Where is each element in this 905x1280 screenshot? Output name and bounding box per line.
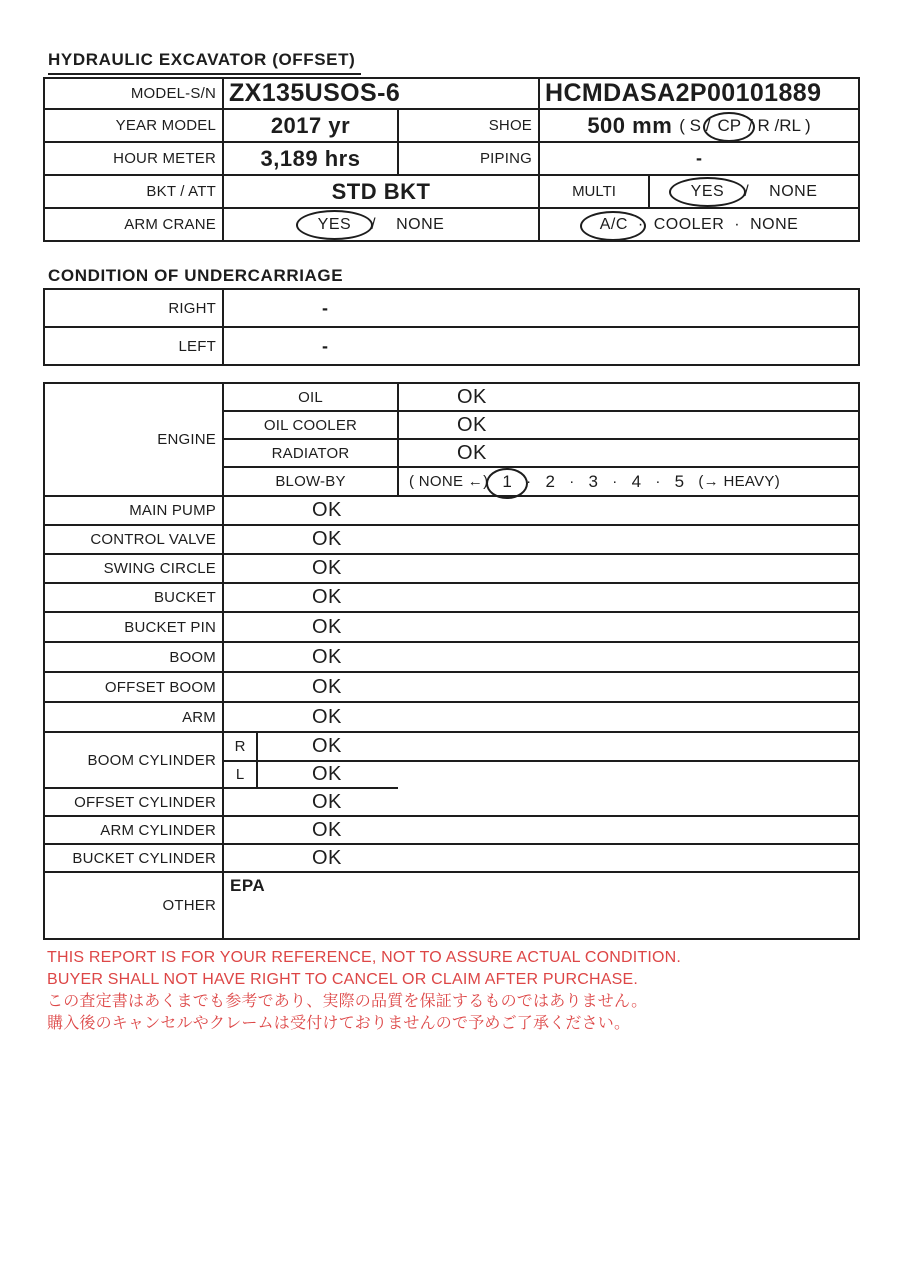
table-row [44,788,859,816]
cooler-option: COOLER [653,215,725,233]
table-row [44,327,859,365]
multi-label: MULTI [539,175,649,208]
table-row [44,702,859,732]
dot-separator: · [526,473,532,490]
control-valve-value: OK [223,525,859,554]
swing-circle-value: OK [223,554,859,583]
boom-cylinder-r-value: OK [257,732,859,761]
circled-blow-by-level-1: 1 [502,471,513,491]
table-row [44,109,859,142]
slash-separator: / [371,215,377,233]
bkt-att-label: BKT / ATT [44,175,223,208]
boom-label: BOOM [44,642,223,672]
condition-table [43,382,860,940]
bucket-cylinder-label: BUCKET CYLINDER [44,844,223,872]
arm-crane-value-cell [223,208,539,241]
serial-number-value: HCMDASA2P00101889 [539,78,859,109]
dot-separator: · [569,473,575,490]
dot-separator: · [734,215,741,233]
shoe-size-value: 500 mm [587,112,673,138]
oil-cooler-label: OIL COOLER [223,411,398,439]
table-row [44,525,859,554]
dot-separator: · [655,473,661,490]
piping-value: - [539,142,859,175]
slash-separator: / [744,182,750,200]
arm-label: ARM [44,702,223,732]
circled-shoe-option-cp: CP [717,115,742,135]
undercarriage-section-title: CONDITION OF UNDERCARRIAGE [48,266,349,291]
circled-multi-yes-option: YES [690,182,725,200]
bucket-cylinder-value: OK [223,844,859,872]
table-row [44,844,859,872]
disclaimer-block [47,947,681,1035]
boom-value: OK [223,642,859,672]
offset-cylinder-label: OFFSET CYLINDER [44,788,223,816]
main-pump-value: OK [223,496,859,525]
main-pump-label: MAIN PUMP [44,496,223,525]
blow-by-scale-cell [398,467,859,496]
table-row [44,642,859,672]
dot-separator: · [637,215,644,233]
engine-label: ENGINE [44,383,223,496]
table-row [44,78,859,109]
multi-value-cell [649,175,859,208]
arm-cylinder-value: OK [223,816,859,844]
table-row [44,583,859,612]
oil-value: OK [398,383,859,411]
left-value: - [223,327,859,365]
bucket-value: OK [223,583,859,612]
shoe-value-cell [539,109,859,142]
model-value: ZX135USOS-6 [223,78,539,109]
year-model-label: YEAR MODEL [44,109,223,142]
right-label: RIGHT [44,289,223,327]
disclaimer-line: THIS REPORT IS FOR YOUR REFERENCE, NOT TO ASSURE ACTUAL CONDITION. [47,949,682,966]
blow-by-level-2: 2 [545,471,556,491]
multi-none-option: NONE [769,182,818,200]
swing-circle-label: SWING CIRCLE [44,554,223,583]
boom-cylinder-l-value: OK [257,761,398,788]
table-row [44,289,859,327]
empty-cell [398,788,859,816]
disclaimer-line: この査定書はあくまでも参考であり、実際の品質を保証するものではありません。 [47,993,648,1010]
arm-value: OK [223,702,859,732]
radiator-label: RADIATOR [223,439,398,467]
oil-cooler-value: OK [398,411,859,439]
shoe-options-close: / R /RL ) [748,115,811,135]
right-value: - [223,289,859,327]
table-row [44,554,859,583]
offset-cylinder-value: OK [223,788,398,816]
boom-cylinder-l-label: L [223,761,257,788]
table-row [44,816,859,844]
hour-meter-value: 3,189 hrs [223,142,398,175]
table-row [44,142,859,175]
table-row [44,612,859,642]
circled-arm-crane-yes-option: YES [317,215,352,233]
arm-crane-none-option: NONE [396,215,445,233]
bucket-label: BUCKET [44,583,223,612]
bucket-pin-value: OK [223,612,859,642]
table-row [44,175,859,208]
arm-crane-label: ARM CRANE [44,208,223,241]
arm-cylinder-label: ARM CYLINDER [44,816,223,844]
boom-cylinder-r-label: R [223,732,257,761]
year-model-value: 2017 yr [223,109,398,142]
blow-by-heavy-end: (→ HEAVY) [698,473,780,490]
blow-by-level-3: 3 [588,471,599,491]
piping-label: PIPING [398,142,539,175]
blow-by-level-4: 4 [631,471,642,491]
ac-cooler-cell [539,208,859,241]
table-row [44,672,859,702]
none-option: NONE [750,215,799,233]
offset-boom-value: OK [223,672,859,702]
model-sn-label: MODEL-S/N [44,78,223,109]
machine-info-table [43,77,860,242]
table-row [44,208,859,241]
page-title: HYDRAULIC EXCAVATOR (OFFSET) [48,50,361,75]
blow-by-label: BLOW-BY [223,467,398,496]
blow-by-level-5: 5 [674,471,685,491]
other-value: EPA [223,872,859,939]
disclaimer-line: BUYER SHALL NOT HAVE RIGHT TO CANCEL OR CLAIM AFTER PURCHASE. [47,971,638,988]
bkt-att-value: STD BKT [223,175,539,208]
table-row [44,496,859,525]
hour-meter-label: HOUR METER [44,142,223,175]
other-label: OTHER [44,872,223,939]
empty-cell [398,761,859,788]
dot-separator: · [612,473,618,490]
table-row [44,383,859,411]
blow-by-none-end: ( NONE ←) [409,473,489,490]
offset-boom-label: OFFSET BOOM [44,672,223,702]
shoe-label: SHOE [398,109,539,142]
bucket-pin-label: BUCKET PIN [44,612,223,642]
oil-label: OIL [223,383,398,411]
radiator-value: OK [398,439,859,467]
table-row [44,872,859,939]
boom-cylinder-label: BOOM CYLINDER [44,732,223,788]
undercarriage-table [43,288,860,366]
disclaimer-line: 購入後のキャンセルやクレームは受付けておりませんので予めご了承ください。 [47,1015,631,1032]
control-valve-label: CONTROL VALVE [44,525,223,554]
left-label: LEFT [44,327,223,365]
table-row [44,732,859,761]
shoe-options-open: ( S / [679,115,711,135]
circled-ac-option: A/C [599,215,628,233]
